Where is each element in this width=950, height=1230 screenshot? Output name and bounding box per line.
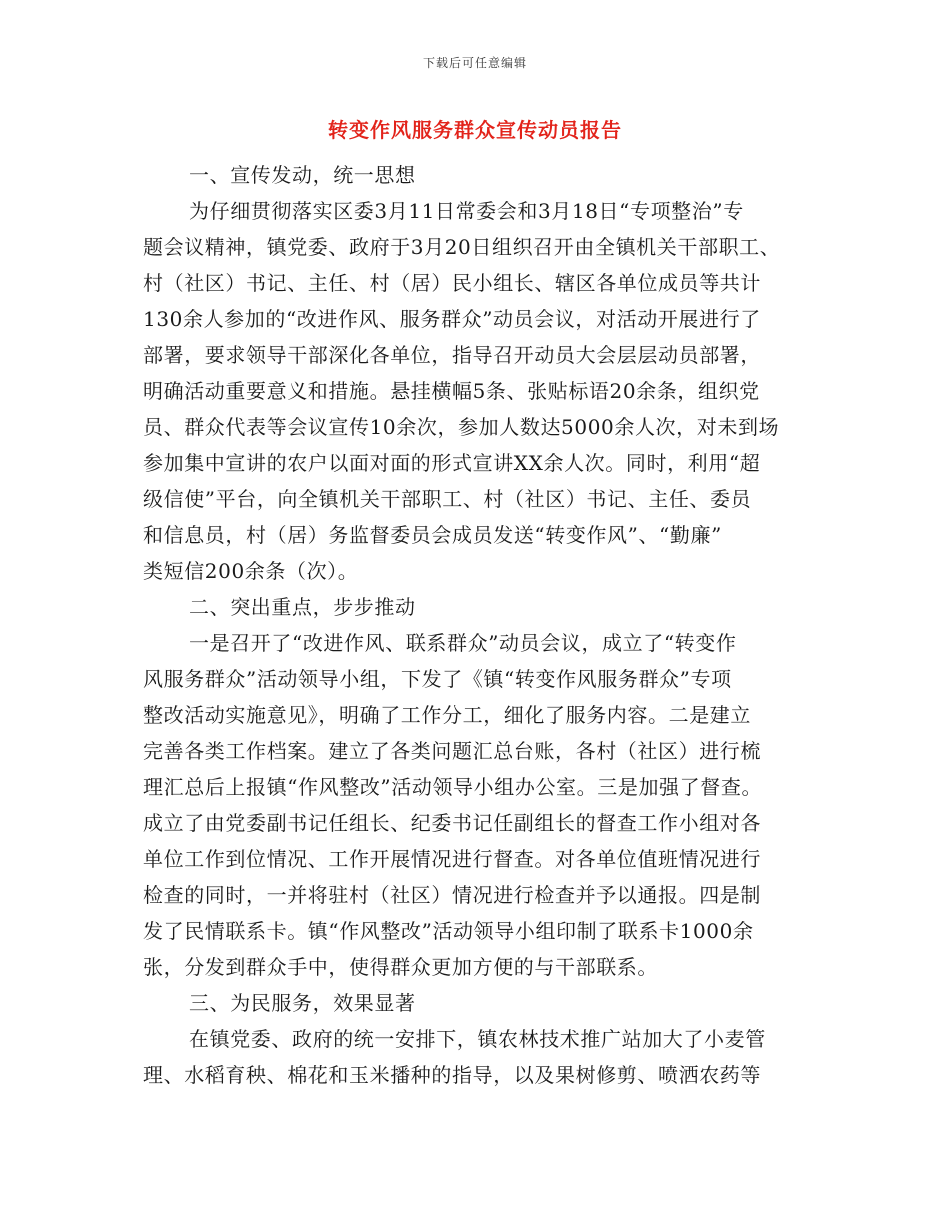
body-line: 部署，要求领导干部深化各单位，指导召开动员大会层层动员部署， [143, 343, 761, 367]
body-line: 整改活动实施意见》，明确了工作分工，细化了服务内容。二是建立 [143, 703, 751, 727]
body-line: 一是召开了“改进作风、联系群众”动员会议，成立了“转变作 [189, 631, 737, 655]
body-line: 参加集中宣讲的农户以面对面的形式宣讲XX余人次。同时，利用“超 [143, 451, 761, 475]
body-line: 题会议精神，镇党委、政府于3月20日组织召开由全镇机关干部职工、 [143, 235, 781, 259]
body-line: 一、宣传发动，统一思想 [189, 163, 416, 187]
body-line: 级信使”平台，向全镇机关干部职工、村（社区）书记、主任、委员 [143, 487, 752, 511]
document-title: 转变作风服务群众宣传动员报告 [328, 118, 622, 142]
body-line: 理、水稻育秧、棉花和玉米播种的指导，以及果树修剪、喷洒农药等 [143, 1063, 761, 1087]
body-line: 成立了由党委副书记任组长、纪委书记任副组长的督查工作小组对各 [143, 811, 761, 835]
body-line: 明确活动重要意义和措施。悬挂横幅5条、张贴标语20余条，组织党 [143, 379, 760, 403]
body-line: 单位工作到位情况、工作开展情况进行督查。对各单位值班情况进行 [143, 847, 761, 871]
body-line: 发了民情联系卡。镇“作风整改”活动领导小组印制了联系卡1000余 [143, 919, 754, 943]
body-line: 完善各类工作档案。建立了各类问题汇总台账，各村（社区）进行梳 [143, 739, 761, 763]
body-line: 理汇总后上报镇“作风整改”活动领导小组办公室。三是加强了督查。 [143, 775, 763, 799]
body-line: 村（社区）书记、主任、村（居）民小组长、辖区各单位成员等共计 [143, 271, 761, 295]
body-line: 二、突出重点，步步推动 [189, 595, 416, 619]
body-line: 员、群众代表等会议宣传10余次，参加人数达5000余人次，对未到场 [143, 415, 780, 439]
body-line: 类短信200余条（次）。 [143, 559, 359, 583]
body-line: 和信息员，村（居）务监督委员会成员发送“转变作风”、“勤廉” [143, 523, 722, 547]
body-line: 风服务群众”活动领导小组，下发了《镇“转变作风服务群众”专项 [143, 667, 732, 691]
body-line: 检查的同时，一并将驻村（社区）情况进行检查并予以通报。四是制 [143, 883, 761, 907]
body-line: 张，分发到群众手中，使得群众更加方便的与干部联系。 [143, 955, 658, 979]
header-note: 下载后可任意编辑 [422, 56, 527, 70]
body-line: 在镇党委、政府的统一安排下，镇农林技术推广站加大了小麦管 [189, 1027, 766, 1051]
body-line: 三、为民服务，效果显著 [189, 991, 416, 1015]
document-body [143, 157, 811, 1093]
body-line: 130余人参加的“改进作风、服务群众”动员会议，对活动开展进行了 [143, 307, 761, 331]
body-line: 为仔细贯彻落实区委3月11日常委会和3月18日“专项整治”专 [189, 199, 744, 223]
